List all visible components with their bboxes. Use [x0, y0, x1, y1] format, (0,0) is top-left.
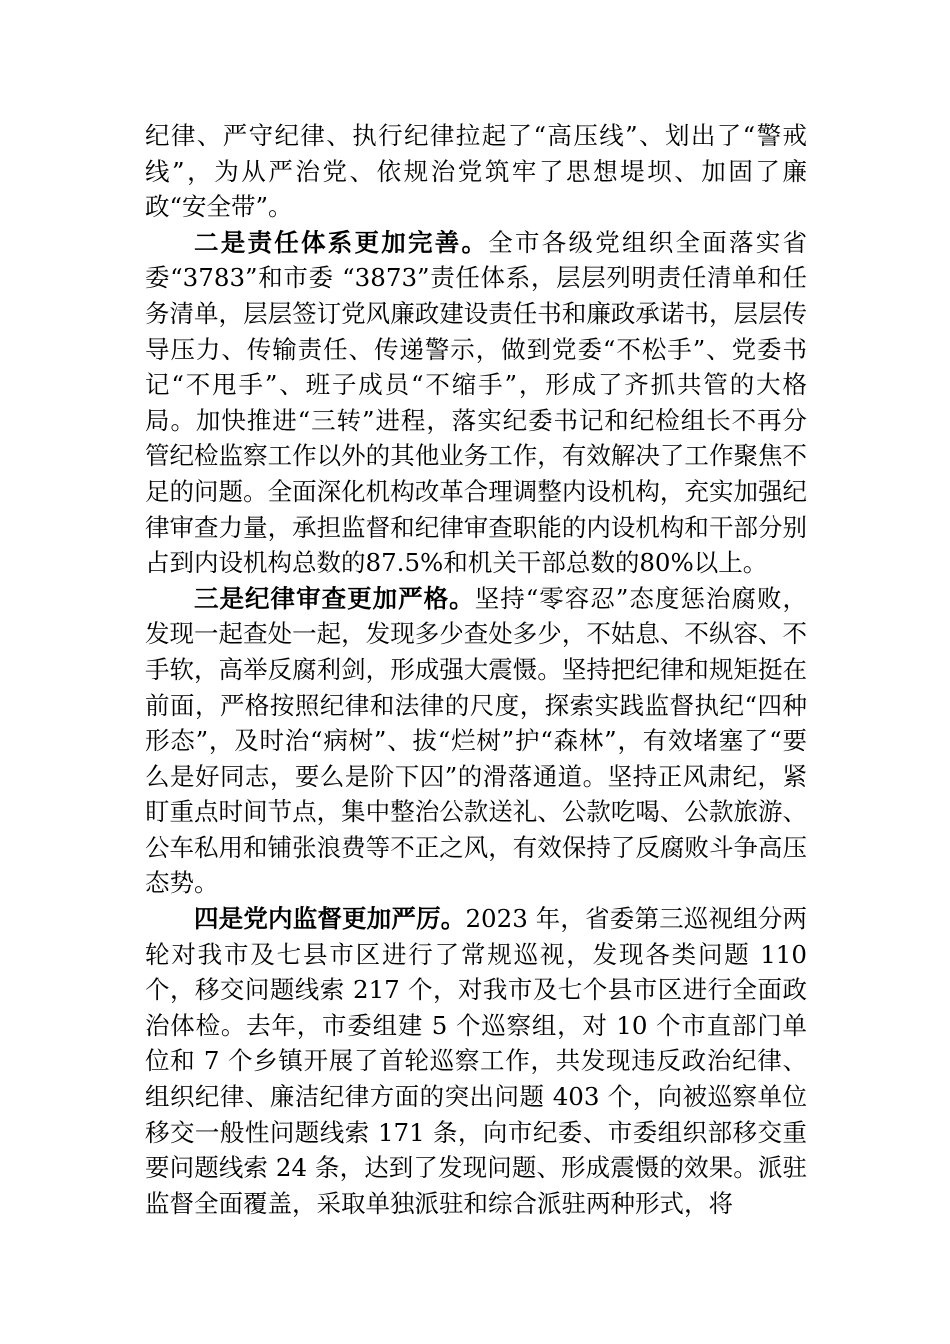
paragraph-text: 2023 年，省委第三巡视组分两轮对我市及七县市区进行了常规巡视，发现各类问题 110 个，移交问题线索 217 个，对我市及七个县市区进行全面政治体检。去年，市委组建 5 个巡察组，对 10 个市直部门单位和 7 个乡镇开展了首轮巡察工作，共发现违反政治纪律、组织纪律、廉洁纪律方面的突出问题 403 个，向被巡察单位移交一般性问题线索 171 条，向市纪委、市委组织部移交重要问题线索 24 条，达到了发现问题、形成震慑的效果。派驻监督全面覆盖，采取单独派驻和综合派驻两种形式，将 — [145, 904, 808, 1218]
paragraph-lead-heading: 二是责任体系更加完善。 — [194, 227, 489, 257]
paragraph-responsibility-system — [145, 225, 807, 581]
paragraph-party-supervision — [145, 901, 807, 1221]
paragraph-continuation — [145, 118, 807, 225]
paragraph-lead-heading: 三是纪律审查更加严格。 — [194, 583, 475, 613]
paragraph-lead-heading: 四是党内监督更加严厉。 — [194, 904, 466, 934]
paragraph-text: 纪律、严守纪律、执行纪律拉起了“高压线”、划出了“警戒线”，为从严治党、依规治党筑牢了思想堤坝、加固了廉政“安全带”。 — [145, 121, 807, 222]
paragraph-discipline-review — [145, 581, 807, 901]
paragraph-text: 全市各级党组织全面落实省委“3783”和市委 “3873”责任体系，层层列明责任清单和任务清单，层层签订党风廉政建设责任书和廉政承诺书，层层传导压力、传输责任、传递警示，做到党委“不松手”、党委书记“不甩手”、班子成员“不缩手”，形成了齐抓共管的大格局。加快推进“三转”进程，落实纪委书记和纪检组长不再分管纪检监察工作以外的其他业务工作，有效解决了工作聚焦不足的问题。全面深化机构改革合理调整内设机构，充实加强纪律审查力量，承担监督和纪律审查职能的内设机构和干部分别占到内设机构总数的87.5%和机关干部总数的80%以上。 — [145, 227, 807, 578]
document-page — [145, 118, 807, 1221]
paragraph-text: 坚持“零容忍”态度惩治腐败，发现一起查处一起，发现多少查处多少，不姑息、不纵容、不手软，高举反腐利剑，形成强大震慑。坚持把纪律和规矩挺在前面，严格按照纪律和法律的尺度，探索实践监督执纪“四种形态”，及时治“病树”、拔“烂树”护“森林”，有效堵塞了“要么是好同志，要么是阶下囚”的滑落通道。坚持正风肃纪，紧盯重点时间节点，集中整治公款送礼、公款吃喝、公款旅游、公车私用和铺张浪费等不正之风，有效保持了反腐败斗争高压态势。 — [145, 583, 807, 898]
